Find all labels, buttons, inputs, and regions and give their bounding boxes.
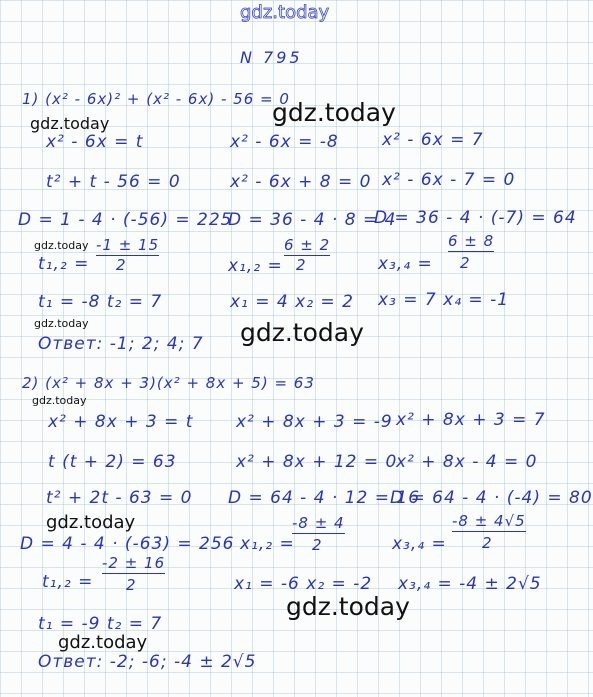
part1-roots-x12-numerator: 6 ± 2	[284, 236, 331, 254]
part1-result-x12: x₁ = 4 x₂ = 2	[230, 292, 354, 312]
part1-roots-x12-label: x₁,₂ =	[228, 256, 283, 276]
part2-quadratic-t: t² + 2t - 63 = 0	[46, 488, 193, 508]
part2-quadratic-x34: x² + 8x - 4 = 0	[396, 452, 538, 472]
watermark: gdz.today	[32, 394, 87, 407]
part1-roots-t-denominator: 2	[116, 256, 127, 274]
problem-number: N 795	[240, 48, 303, 67]
part1-case-minus8: x² - 6x = -8	[230, 132, 339, 152]
part2-discriminant-x34: D = 64 - 4 · (-4) = 80	[390, 488, 593, 508]
part2-result-t: t₁ = -9 t₂ = 7	[38, 614, 163, 634]
part1-roots-x34-numerator: 6 ± 8	[448, 232, 495, 250]
part2-roots-t-numerator: -2 ± 16	[102, 554, 166, 572]
part1-roots-x12-denominator: 2	[296, 256, 307, 274]
part1-quadratic-t: t² + t - 56 = 0	[46, 172, 181, 192]
watermark: gdz.today	[58, 632, 148, 653]
part1-case-7: x² - 6x = 7	[382, 130, 484, 150]
watermark: gdz.today	[286, 592, 410, 621]
part2-case-7: x² + 8x + 3 = 7	[396, 410, 546, 430]
part1-result-x34: x₃ = 7 x₄ = -1	[378, 290, 510, 310]
part1-discriminant-x34: D = 36 - 4 · (-7) = 64	[374, 208, 577, 228]
part1-discriminant-t: D = 1 - 4 · (-56) = 225	[18, 210, 233, 230]
part2-equation: 2) (x² + 8x + 3)(x² + 8x + 5) = 63	[22, 374, 315, 392]
part1-answer: Ответ: -1; 2; 4; 7	[38, 334, 204, 354]
part2-quadratic-x12: x² + 8x + 12 = 0	[236, 452, 398, 472]
part2-roots-t-denominator: 2	[126, 576, 137, 594]
part1-roots-x34-denominator: 2	[460, 254, 471, 272]
part1-result-t: t₁ = -8 t₂ = 7	[38, 292, 163, 312]
watermark: gdz.today	[34, 317, 89, 330]
watermark: gdz.today	[272, 98, 396, 127]
part2-roots-x34-label: x₃,₄ =	[392, 534, 447, 554]
part2-discriminant-t: D = 4 - 4 · (-63) = 256	[20, 534, 235, 554]
watermark: gdz.today	[46, 512, 136, 533]
part1-equation: 1) (x² - 6x)² + (x² - 6x) - 56 = 0	[22, 90, 290, 108]
part2-answer: Ответ: -2; -6; -4 ± 2√5	[38, 652, 257, 672]
part1-roots-t-numerator: -1 ± 15	[96, 236, 160, 254]
watermark: gdz.today	[240, 318, 364, 347]
part2-product-t: t (t + 2) = 63	[48, 452, 177, 472]
part2-result-x12: x₁ = -6 x₂ = -2	[234, 574, 373, 594]
part2-case-minus9: x² + 8x + 3 = -9	[236, 412, 393, 432]
watermark-top: gdz.today	[240, 2, 330, 23]
part1-substitution-t: x² - 6x = t	[46, 132, 144, 152]
watermark: gdz.today	[30, 114, 110, 133]
watermark: gdz.today	[34, 239, 89, 252]
part2-roots-x34-denominator: 2	[482, 534, 493, 552]
part2-roots-t-label: t₁,₂ =	[42, 572, 94, 592]
part2-substitution-t: x² + 8x + 3 = t	[48, 412, 194, 432]
part2-roots-x12-denominator: 2	[312, 536, 323, 554]
part1-roots-t-label: t₁,₂ =	[38, 254, 90, 274]
part2-roots-x12-label: x₁,₂ =	[240, 534, 295, 554]
part2-discriminant-x12: D = 64 - 4 · 12 = 16	[228, 488, 421, 508]
part2-result-x34: x₃,₄ = -4 ± 2√5	[398, 574, 542, 594]
part1-quadratic-x34: x² - 6x - 7 = 0	[382, 170, 516, 190]
part2-roots-x34-numerator: -8 ± 4√5	[452, 512, 526, 530]
part1-roots-x34-label: x₃,₄ =	[378, 254, 433, 274]
part2-roots-x12-numerator: -8 ± 4	[292, 514, 345, 532]
part1-quadratic-x12: x² - 6x + 8 = 0	[230, 172, 372, 192]
part1-discriminant-x12: D = 36 - 4 · 8 = 4	[228, 210, 397, 230]
